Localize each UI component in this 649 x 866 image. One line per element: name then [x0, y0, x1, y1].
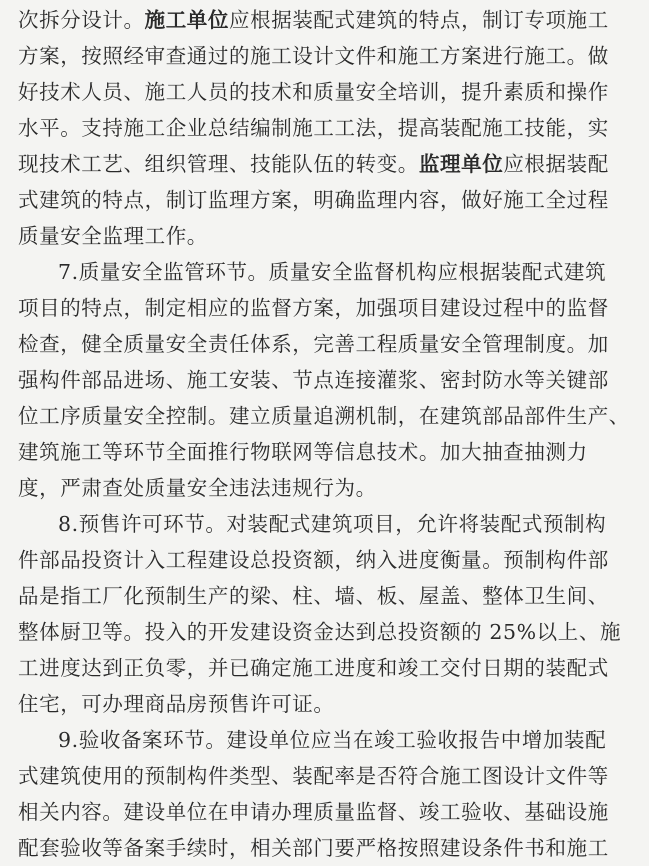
- text-segment: 度，严肃查处质量安全违法违规行为。: [18, 476, 377, 500]
- text-segment: 式建筑的特点，制订监理方案，明确监理内容，做好施工全过程: [18, 188, 609, 212]
- text-line: [18, 398, 643, 434]
- text-segment: 7.质量安全监管环节。质量安全监督机构应根据装配式建筑: [58, 260, 607, 284]
- text-line: [18, 722, 643, 758]
- text-segment: 项目的特点，制定相应的监督方案，加强项目建设过程中的监督: [18, 296, 609, 320]
- text-line: [18, 830, 643, 866]
- text-segment: 强构件部品进场、施工安装、节点连接灌浆、密封防水等关键部: [18, 368, 609, 392]
- text-line: [18, 38, 643, 74]
- text-segment: 检查，健全质量安全责任体系，完善工程质量安全管理制度。加: [18, 332, 609, 356]
- text-line: [18, 2, 643, 38]
- text-segment: 式建筑使用的预制构件类型、装配率是否符合施工图设计文件等: [18, 764, 609, 788]
- text-line: [18, 506, 643, 542]
- bold-term: 施工单位: [144, 8, 230, 32]
- text-line: [18, 434, 643, 470]
- text-segment: 8.预售许可环节。对装配式建筑项目，允许将装配式预制构: [58, 512, 607, 536]
- text-line: [18, 794, 643, 830]
- bold-term: 监理单位: [418, 152, 504, 176]
- text-segment: 位工序质量安全控制。建立质量追溯机制，在建筑部品部件生产、: [18, 404, 630, 428]
- text-line: [18, 110, 643, 146]
- text-line: [18, 362, 643, 398]
- text-line: [18, 614, 643, 650]
- text-segment: 相关内容。建设单位在申请办理质量监督、竣工验收、基础设施: [18, 800, 609, 824]
- text-line: [18, 182, 643, 218]
- text-segment: 9.验收备案环节。建设单位应当在竣工验收报告中增加装配: [58, 728, 607, 752]
- text-segment: 件部品投资计入工程建设总投资额，纳入进度衡量。预制构件部: [18, 548, 609, 572]
- text-segment: 好技术人员、施工人员的技术和质量安全培训，提升素质和操作: [18, 80, 609, 104]
- text-segment: 应根据装配: [503, 152, 609, 176]
- text-segment: 方案，按照经审查通过的施工设计文件和施工方案进行施工。做: [18, 44, 609, 68]
- text-line: [18, 290, 643, 326]
- text-line: [18, 254, 643, 290]
- document-page: [0, 2, 649, 864]
- text-segment: 水平。支持施工企业总结编制施工工法，提高装配施工技能，实: [18, 116, 609, 140]
- text-line: [18, 578, 643, 614]
- text-line: [18, 218, 643, 254]
- text-line: [18, 650, 643, 686]
- text-segment: 建筑施工等环节全面推行物联网等信息技术。加大抽查抽测力: [18, 440, 588, 464]
- text-segment: 现技术工艺、组织管理、技能队伍的转变。: [18, 152, 419, 176]
- text-line: [18, 146, 643, 182]
- text-segment: 住宅，可办理商品房预售许可证。: [18, 692, 335, 716]
- text-line: [18, 542, 643, 578]
- text-segment: 品是指工厂化预制生产的梁、柱、墙、板、屋盖、整体卫生间、: [18, 584, 609, 608]
- text-segment: 质量安全监理工作。: [18, 224, 208, 248]
- text-segment: 应根据装配式建筑的特点，制订专项施工: [229, 8, 609, 32]
- text-line: [18, 758, 643, 794]
- text-segment: 配套验收等备案手续时，相关部门要严格按照建设条件书和施工: [18, 836, 609, 860]
- text-segment: 整体厨卫等。投入的开发建设资金达到总投资额的 25%以上、施: [18, 620, 622, 644]
- text-segment: 工进度达到正负零，并已确定施工进度和竣工交付日期的装配式: [18, 656, 609, 680]
- text-line: [18, 326, 643, 362]
- text-line: [18, 74, 643, 110]
- text-segment: 次拆分设计。: [18, 8, 145, 32]
- text-line: [18, 686, 643, 722]
- text-line: [18, 470, 643, 506]
